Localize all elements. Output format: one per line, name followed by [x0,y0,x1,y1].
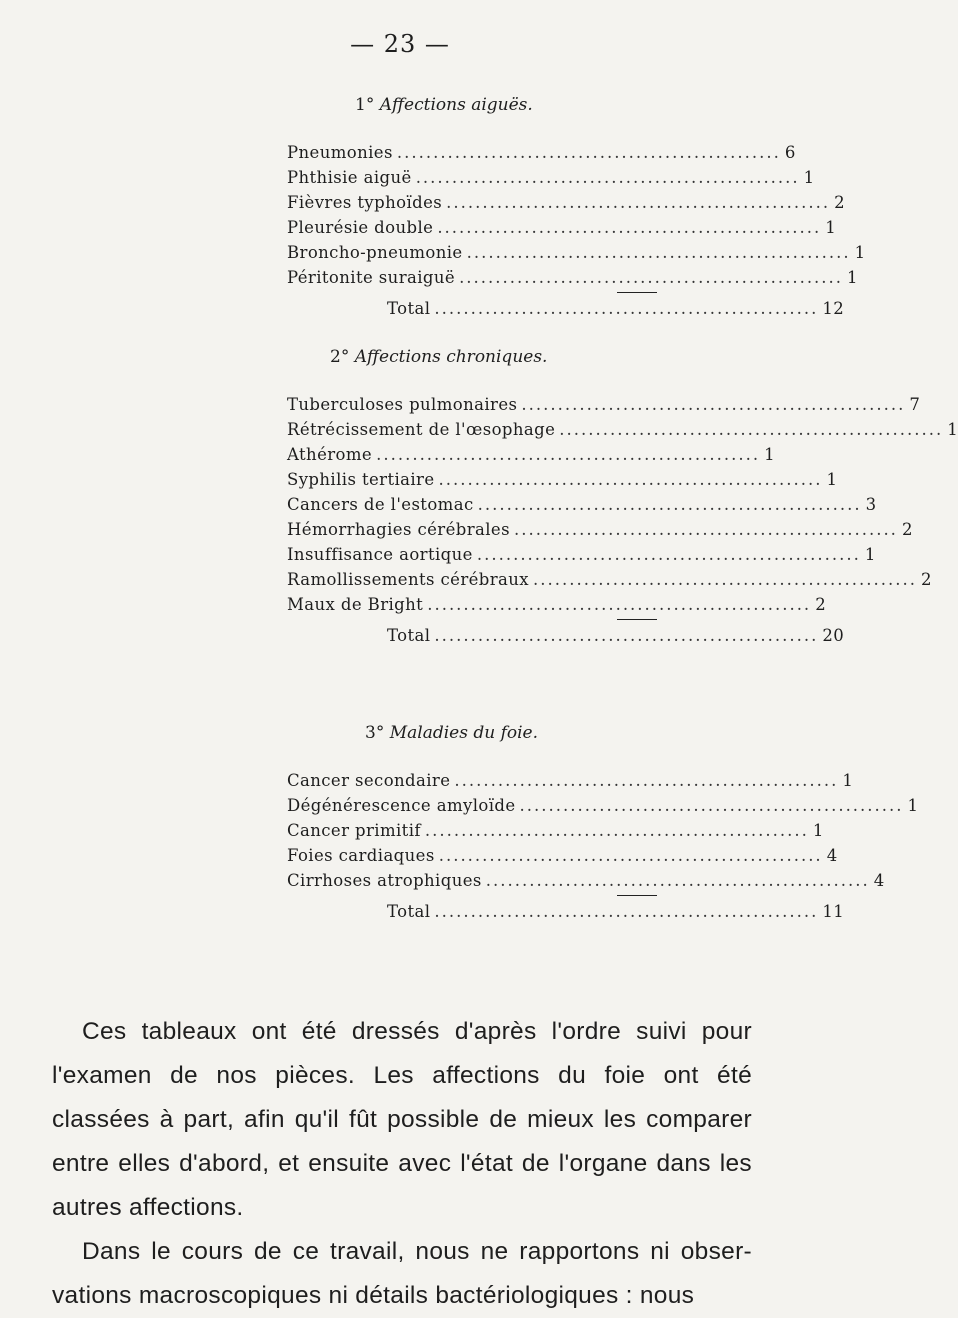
row-value: 1 [764,445,775,464]
dot-leader: ..................................................... [446,193,831,212]
dot-leader: ..................................................... [485,871,870,890]
table-row [287,542,876,567]
section-2-heading [330,347,547,367]
dot-leader: ..................................................... [459,268,844,287]
table-row [287,467,838,492]
total-label: Total [387,626,431,645]
dot-leader: ..................................................... [424,821,809,840]
dot-leader: ..................................................... [477,495,862,514]
section-1-title: Affections aiguës. [379,95,533,115]
row-value: 1 [854,243,866,262]
row-value: 3 [865,495,877,514]
row-value: 6 [784,143,796,162]
section-3-table [287,768,919,924]
dot-leader: ..................................................... [559,420,944,439]
row-value: 4 [873,871,885,890]
dot-leader: ..................................................... [521,395,906,414]
paragraph: Ces tableaux ont été dressés d'après l'ordre suivi pour l'examen de nos pièces. Les affections du foie ont été classées à part, afin qu'il fût possible de mieux les comparer entre elles d'abord, et ensuite avec l'état de l'organe dans les autres affections. [52,1018,752,1221]
total-rule [617,619,657,620]
row-label: Cirrhoses atrophiques [287,871,482,890]
body-text [52,1010,752,1318]
row-value: 1 [947,420,958,439]
total-row [287,623,845,648]
row-label: Hémorrhagies cérébrales [287,520,510,539]
total-value: 20 [822,626,845,645]
row-value: 2 [921,570,932,589]
dot-leader: ..................................................... [438,846,823,865]
table-row [287,140,796,165]
dot-leader: ..................................................... [513,520,898,539]
table-row [287,215,837,240]
row-label: Pneumonies [287,143,393,162]
table-row [287,517,913,542]
table-row [287,240,866,265]
table-row [287,190,846,215]
row-value: 2 [815,595,827,614]
total-label: Total [387,902,431,921]
row-value: 1 [826,470,838,489]
row-label: Dégénérescence amyloïde [287,796,516,815]
table-row [287,768,854,793]
dot-leader: ..................................................... [438,470,823,489]
total-row [287,296,845,321]
total-label: Total [387,299,431,318]
row-value: 7 [909,395,921,414]
total-row [287,899,845,924]
total-rule [617,292,657,293]
row-value: 1 [864,545,876,564]
table-row [287,868,885,893]
paragraph: Dans le cours de ce travail, nous ne rapportons ni obser- vations macroscopiques ni détails bactériologiques : nous [52,1238,752,1309]
row-label: Pleurésie double [287,218,434,237]
section-3-number: 3° [365,723,385,743]
row-value: 1 [847,268,858,287]
row-label: Phthisie aiguë [287,168,412,187]
section-3-heading [365,723,538,743]
table-row [287,165,815,190]
table-row [287,793,919,818]
page-number: — 23 — [350,30,450,58]
section-3-title: Maladies du foie. [389,723,539,743]
section-2-title: Affections chroniques. [354,347,548,367]
row-value: 1 [812,821,824,840]
row-label: Péritonite suraiguë [287,268,456,287]
section-1-table [287,140,866,321]
row-label: Insuffisance aortique [287,545,473,564]
row-value: 2 [901,520,913,539]
total-value: 12 [822,299,845,318]
dot-leader: ..................................................... [533,570,917,589]
row-label: Ramollissements cérébraux [287,570,530,589]
row-label: Syphilis tertiaire [287,470,435,489]
total-rule [617,895,657,896]
row-label: Fièvres typhoïdes [287,193,443,212]
row-label: Athérome [287,445,373,464]
dot-leader: ..................................................... [396,143,781,162]
table-row [287,818,824,843]
section-2-number: 2° [330,347,350,367]
total-value: 11 [822,902,845,921]
row-value: 1 [842,771,854,790]
dot-leader: ..................................................... [519,796,904,815]
row-value: 2 [834,193,846,212]
dot-leader: ..................................................... [437,218,822,237]
dot-leader: ..................................................... [434,626,819,645]
row-value: 4 [826,846,838,865]
row-value: 1 [907,796,919,815]
row-label: Cancers de l'estomac [287,495,474,514]
table-row [287,492,877,517]
table-row [287,567,932,592]
table-row [287,417,958,442]
section-1-number: 1° [355,95,375,115]
table-row [287,265,858,290]
table-row [287,442,775,467]
table-row [287,392,921,417]
row-label: Foies cardiaques [287,846,435,865]
dot-leader: ..................................................... [376,445,761,464]
row-label: Rétrécissement de l'œsophage [287,420,556,439]
table-row [287,592,827,617]
dot-leader: ..................................................... [454,771,839,790]
table-row [287,843,838,868]
row-value: 1 [803,168,815,187]
dot-leader: ..................................................... [415,168,800,187]
dot-leader: ..................................................... [466,243,851,262]
row-label: Broncho-pneumonie [287,243,463,262]
dot-leader: ..................................................... [434,902,819,921]
row-label: Cancer primitif [287,821,421,840]
row-label: Cancer secondaire [287,771,451,790]
row-label: Tuberculoses pulmonaires [287,395,518,414]
dot-leader: ..................................................... [434,299,819,318]
section-2-table [287,392,958,648]
row-label: Maux de Bright [287,595,424,614]
section-1-heading [355,95,533,115]
row-value: 1 [825,218,837,237]
dot-leader: ..................................................... [427,595,812,614]
dot-leader: ..................................................... [476,545,861,564]
